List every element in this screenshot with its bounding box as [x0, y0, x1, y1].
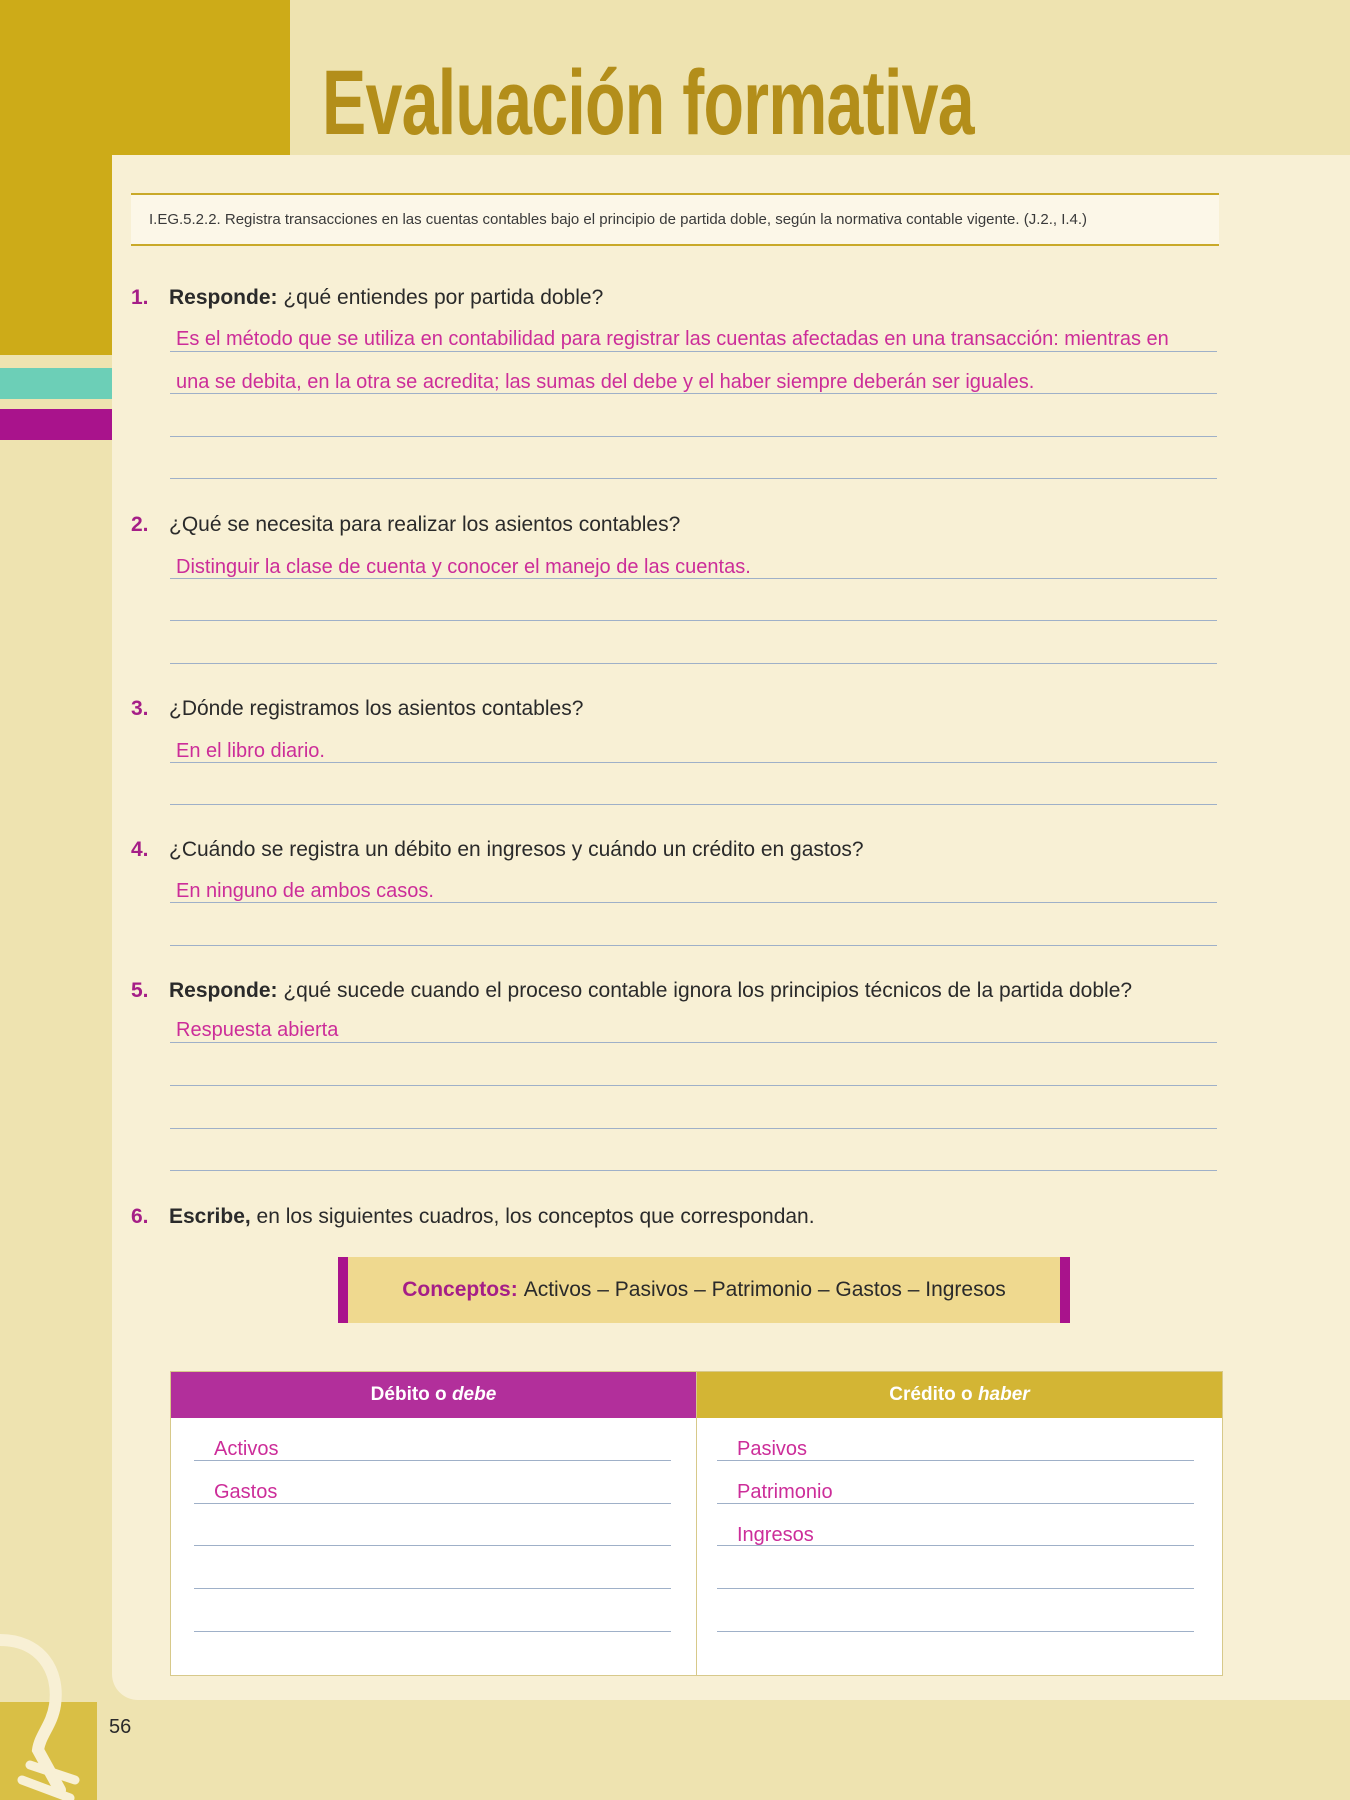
answer-1-line-2: una se debita, en la otra se acredita; las sumas del debe y el haber siempre deberán ser iguales. [176, 371, 1035, 393]
answer-3: En el libro diario. [176, 740, 325, 762]
writing-line [170, 578, 1217, 579]
writing-line [194, 1460, 671, 1461]
magenta-accent-bar [0, 409, 112, 440]
writing-line [170, 762, 1217, 763]
question-2 [131, 513, 680, 537]
concepts-label: Conceptos: [402, 1278, 518, 1301]
writing-line [170, 663, 1217, 664]
writing-line [170, 620, 1217, 621]
writing-line [170, 478, 1217, 479]
credit-item: Ingresos [737, 1524, 814, 1546]
question-text: en los siguientes cuadros, los conceptos que correspondan. [250, 1205, 815, 1228]
question-text: ¿Dónde registramos los asientos contables? [169, 697, 584, 720]
debit-header-label: Débito o [370, 1384, 452, 1405]
writing-line [170, 945, 1217, 946]
question-text: ¿Cuándo se registra un débito en ingresos y cuándo un crédito en gastos? [169, 838, 864, 861]
answer-2: Distinguir la clase de cuenta y conocer el manejo de las cuentas. [176, 556, 751, 578]
credit-header-term: haber [977, 1384, 1030, 1405]
question-lead: Escribe, [169, 1205, 251, 1228]
writing-line [194, 1588, 671, 1589]
lightbulb-icon [0, 1630, 112, 1800]
credit-header [697, 1372, 1222, 1418]
writing-line [717, 1545, 1194, 1546]
writing-line [170, 351, 1217, 352]
credit-item: Pasivos [737, 1438, 808, 1460]
debit-column [171, 1372, 697, 1675]
debit-item: Activos [214, 1438, 279, 1460]
writing-line [717, 1503, 1194, 1504]
concepts-list: Activos – Pasivos – Patrimonio – Gastos – Ingresos [523, 1278, 1006, 1301]
answer-4: En ninguno de ambos casos. [176, 880, 434, 902]
credit-header-label: Crédito o [889, 1384, 978, 1405]
page-title: Evaluación formativa [322, 52, 974, 154]
debit-item: Gastos [214, 1481, 278, 1503]
question-3 [131, 697, 583, 721]
question-5 [131, 979, 1132, 1003]
writing-line [717, 1631, 1194, 1632]
question-4 [131, 838, 864, 862]
debit-header-term: debe [451, 1384, 497, 1405]
writing-line [170, 436, 1217, 437]
writing-line [170, 804, 1217, 805]
question-number: 5. [131, 979, 149, 1002]
question-number: 3. [131, 697, 149, 720]
indicator-text: I.EG.5.2.2. Registra transacciones en las cuentas contables bajo el principio de partida doble, según la normativa contable vigente. (J.2., I.4.) [149, 211, 1088, 228]
question-1 [131, 286, 603, 310]
writing-line [194, 1545, 671, 1546]
credit-item: Patrimonio [737, 1481, 833, 1503]
question-lead: Responde: [169, 979, 278, 1002]
question-number: 1. [131, 286, 149, 309]
writing-line [170, 393, 1217, 394]
question-text: ¿qué sucede cuando el proceso contable ignora los principios técnicos de la partida doble? [277, 979, 1133, 1002]
question-number: 2. [131, 513, 149, 536]
question-text: ¿qué entiendes por partida doble? [277, 286, 604, 309]
writing-line [170, 1085, 1217, 1086]
indicator-box [131, 193, 1219, 246]
answer-1-line-1: Es el método que se utiliza en contabilidad para registrar las cuentas afectadas en una transacción: mientras en [176, 328, 1169, 350]
writing-line [170, 1042, 1217, 1043]
question-number: 4. [131, 838, 149, 861]
question-text: ¿Qué se necesita para realizar los asientos contables? [169, 513, 681, 536]
credit-column [697, 1372, 1222, 1675]
writing-line [717, 1460, 1194, 1461]
page-number: 56 [109, 1716, 132, 1738]
question-lead: Responde: [169, 286, 278, 309]
question-number: 6. [131, 1205, 149, 1228]
writing-line [170, 1128, 1217, 1129]
debit-header [171, 1372, 696, 1418]
writing-line [194, 1631, 671, 1632]
question-6 [131, 1205, 815, 1229]
answer-5: Respuesta abierta [176, 1019, 339, 1041]
writing-line [717, 1588, 1194, 1589]
accounts-table [170, 1371, 1223, 1676]
teal-accent-bar [0, 368, 112, 399]
writing-line [170, 902, 1217, 903]
writing-line [170, 1170, 1217, 1171]
writing-line [194, 1503, 671, 1504]
concepts-box [338, 1257, 1070, 1323]
